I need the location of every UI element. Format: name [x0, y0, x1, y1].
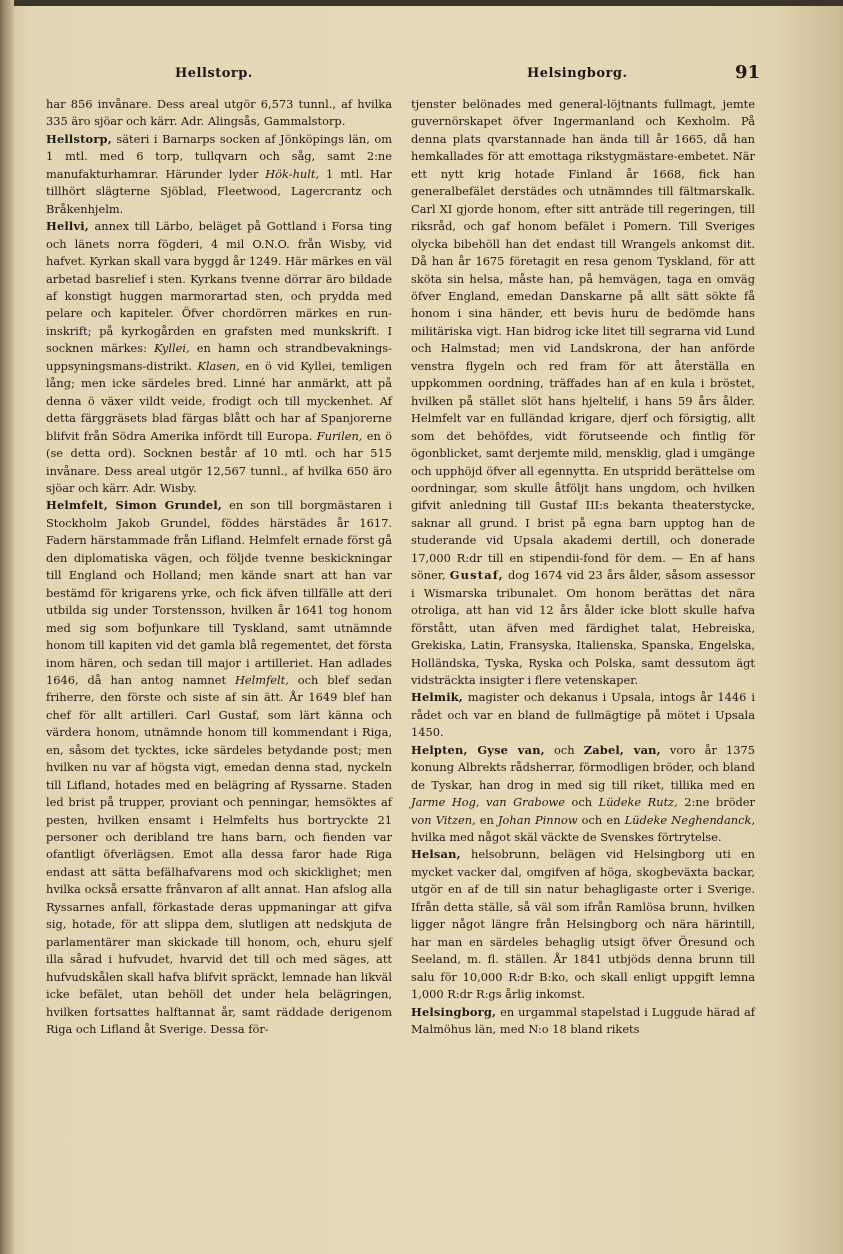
headword: Helpten, Gyse van, [411, 742, 545, 757]
entry-text: en son till borgmästaren i Stockholm Jakob Grundel, föddes härstädes år 1617. Fadern härstammade från Lifland. Helmfelt ernade först gå den diplomatiska vägen, och följde tvenne beskickningar till England och Holland; men kände snart att han var bestämd för krigarens yrke, och fick äfven tillfälle att deri utbilda sig under Torstensson, hvilken år 1641 tog honom med sig som bofjunkare till Tyskland, samt utnämnde honom till kapiten vid det gamla blå regementet, det första inom hären, och sedan till major i artilleriet. Han adlades 1646, då han antog namnet [46, 498, 392, 687]
entry-italic: Johan Pinnow [497, 812, 578, 827]
entry-text: och en [577, 812, 625, 827]
entry-helsan [411, 846, 755, 1003]
entry-text: hvilka med något skäl väckte de Svenskes förtrytelse. [411, 830, 722, 845]
entry-helsingborg [411, 1004, 755, 1039]
entry-helmik [411, 689, 755, 741]
entry-italic: Furilen, [316, 428, 363, 443]
entry-text: en urgammal stapelstad i Luggude härad af Malmöhus län, med N:o 18 bland rikets [411, 1004, 755, 1037]
entry-text: en [475, 812, 498, 827]
headword: Hellvi, [46, 219, 89, 234]
entry-italic: Hök-hult, [265, 166, 320, 181]
book-gutter [0, 0, 14, 1254]
entry-text: har 856 invånare. Dess areal utgör 6,573 tunnl., af hvilka 335 äro sjöar och kärr. Adr. Alingsås, Gammalstorp. [46, 97, 392, 129]
headword: Helmfelt, Simon Grundel, [46, 498, 223, 513]
entry-helmfelt-continuation [411, 96, 755, 689]
headword: Gustaf, [449, 568, 504, 583]
headword: Helsan, [411, 847, 461, 862]
header-left-title: Hellstorp. [175, 66, 253, 81]
entry-text: 2:ne bröder [677, 795, 755, 810]
entry-text: helsobrunn, belägen vid Helsingborg uti en mycket vacker dal, omgifven af höga, skogbeväxta backar, utgör en af de till sin natur behagligaste orter i Sverige. Ifrån detta ställe, så väl som ifrån Ramlösa brunn, hvilken ligger något längre från Helsingborg och nära härintill, har man en särdeles behaglig utsigt öfver Öresund och Seeland, m. fl. ställen. År 1841 utbjöds denna brunn till salu för 10,000 R:dr B:ko, och skall enligt uppgift lemna 1,000 R:dr R:gs årlig inkomst. [411, 847, 755, 1002]
headword: Helmik, [411, 690, 463, 705]
page-number: 91 [735, 62, 761, 83]
entry-text: och blef sedan friherre, den förste och siste af sin ätt. År 1649 blef han chef för allt artilleri. Carl Gustaf, som lärt känna och värdera honom, utnämnde honom till kommendant i Riga, en, såsom det tycktes, icke särdeles betydande post; men hvilken nu var af högsta vigt, emedan denna stad, nyckeln till Lifland, hotades med en belägring af Ryssarne. Staden led brist på trupper, proviant och penningar, hemsöktes af pesten, hvilken ensamt i Helmfelts hus bortryckte 21 personer och deribland tre hans barn, och fienden var ofantligt öfverlägsen. Emot alla dessa faror hade Riga endast att sätta befälhafvarens mod och skicklighet; men hvilka också ersatte frånvaron af allt annat. Han afslog alla Ryssarnes anfall, förkastade deras uppmaningar att gifva sig, hotade, för att slippa dem, slutligen att nedskjuta de parlamentärer man skickade till honom, och, ehuru sjelf illa sårad i hufvudet, hvarvid det till och med säges, att hufvudskålen skall hafva blifvit spräckt, lemnade han likväl icke befälet, utan behöll det under hela belägringen, hvilken fortsattes halftannat år, samt räddade derigenom Riga och Lifland åt Sverige. Dessa för- [46, 672, 392, 1037]
entry-text: dog 1674 vid 23 års ålder, såsom assessor i Wismarska tribunalet. Om honom berättas det nära otroliga, att han vid 12 års ålder icke blott skulle hafva förstått, utan äfven med färdighet talat, Hebreiska, Grekiska, Latin, Fransyska, Italienska, Spanska, Engelska, Holländska, Tyska, Ryska och Polska, samt dessutom ägt vidsträckta insigter i flere vetenskaper. [411, 568, 756, 687]
entry-text: en ö (se detta ord). Socknen består af 10 mtl. och har 515 invånare. Dess areal utgör 12,567 tunnl., af hvilka 650 äro sjöar och kärr. Adr. Wisby. [46, 428, 392, 495]
entry-italic: Lüdeke Neghendanck, [624, 812, 755, 827]
entry-italic: von Vitzen, [411, 812, 476, 827]
entry-italic: Helmfelt, [234, 672, 289, 687]
right-column [411, 96, 755, 1038]
entry-text: en ö vid Kyllei, temligen lång; men icke särdeles bred. Linné har anmärkt, att på denna ö växer vildt veide, frodigt och till myckenhet. Af detta färggräsets blad färgas blått och har af Spanjorerne blifvit från Södra Amerika infördt till Europa. [46, 358, 392, 443]
entry-continuation [46, 96, 392, 131]
entry-hellvi [46, 218, 392, 497]
entry-italic: Kyllei, [154, 341, 190, 356]
entry-text: en hamn och strandbevaknings-uppsyningsmans-distrikt. [46, 341, 392, 373]
headword: Helsingborg, [411, 1004, 497, 1019]
headword: Zabel, van, [583, 742, 661, 757]
left-column [46, 96, 392, 1038]
entry-italic: Klasen, [197, 358, 240, 373]
entry-helpten [411, 742, 755, 847]
entry-text: och [544, 742, 584, 757]
entry-text: och [565, 795, 599, 810]
entry-italic: Jarme Hog, van Grabowe [411, 795, 566, 810]
entry-italic: Lüdeke Rutz, [598, 795, 678, 810]
scan-top-edge [0, 0, 843, 6]
entry-text: annex till Lärbo, beläget på Gottland i Forsa ting och länets norra fögderi, 4 mil O.N.O. från Wisby, vid hafvet. Kyrkan skall vara byggd år 1249. Här märkes en väl arbetad basrelief i sten. Kyrkans tvenne dörrar äro bildade af konstigt huggen marmorartad sten, och prydda med pelare och kapiteler. Öfver chordörren märkes en run-inskrift; på kyrkogården en grafsten med munkskrift. I socknen märkes: [46, 219, 392, 356]
entry-text: voro år 1375 konung Albrekts rådsherrar, förmodligen bröder, och bland de Tyskar, han drog in med sig till riket, tillika med en [411, 742, 756, 792]
running-header [0, 64, 843, 86]
entry-hellstorp [46, 131, 392, 218]
entry-text: tjenster belönades med general-löjtnants fullmagt, jemte guvernörskapet öfver Ingermanland och Kexholm. På denna plats qvarstannade han ända till år 1665, då han hemkallades för att emottaga rikstygmästare-embetet. När ett nytt krig hotade Finland år 1668, fick han generalbefälet derstädes och utnämndes till fältmarskalk. Carl XI gjorde honom, efter sitt anträde till regeringen, till riksråd, och gaf honom befälet i Pomern. Till Sveriges olycka bibehöll han det endast till Wrangels ankomst dit. Då han år 1675 företagit en resa genom Tyskland, för att sköta sin helsa, måste han, på hemvägen, taga en omväg öfver England, emedan Danskarne på allt sätt sökte få honom i sina händer, ett bevis huru de bedömde hans militäriska vigt. Han bidrog icke litet till segrarna vid Lund och Halmstad; men vid Landskrona, der han anförde venstra flygeln och red fram för att återställa en uppkommen oordning, träffades han af en kula i bröstet, hvilken på stället slöt hans hjeltelif, i hans 59 års ålder. Helmfelt var en fulländad krigare, djerf och försigtig, allt som det behöfdes, vidt förutseende och fintlig för ögonblicket, samt derjemte mild, mensklig, glad i umgänge och upphöjd öfver all egennytta. En utspridd berättelse om oordningar, som skulle åtföljt hans ungdom, och hvilken gifvit anledning till Gustaf III:s bekanta theaterstycke, saknar all grund. I brist på egna barn upptog han de studerande vid Upsala akademi dertill, och donerade 17,000 R:dr till en stipendii-fond för dem. — En af hans söner, [411, 97, 755, 583]
entry-text: magister och dekanus i Upsala, intogs år 1446 i rådet och var en bland de fullmägtige på mötet i Upsala 1450. [411, 690, 755, 740]
header-right-title: Helsingborg. [527, 66, 628, 81]
entry-text: säteri i Barnarps socken af Jönköpings län, om 1 mtl. med 6 torp, tullqvarn och såg, samt 2:ne manufakturhamrar. Härunder lyder [46, 131, 392, 181]
entry-text: 1 mtl. Har tillhört slägterne Sjöblad, Fleetwood, Lagercrantz och Bråkenhjelm. [46, 166, 392, 216]
entry-helmfelt [46, 497, 392, 1038]
headword: Hellstorp, [46, 131, 112, 146]
